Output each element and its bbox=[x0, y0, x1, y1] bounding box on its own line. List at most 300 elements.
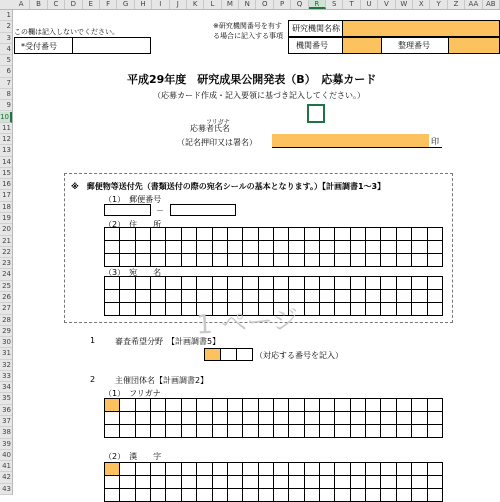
org-kanji-grid-cell[interactable] bbox=[166, 489, 181, 502]
org-kanji-grid-cell[interactable] bbox=[259, 476, 274, 489]
column-header-H[interactable]: H bbox=[135, 0, 152, 9]
org-kanji-grid-cell[interactable] bbox=[213, 489, 228, 502]
address-grid-cell[interactable] bbox=[182, 254, 197, 267]
org-furigana-grid-cell[interactable] bbox=[120, 425, 135, 438]
column-header-K[interactable]: K bbox=[187, 0, 204, 9]
org-furigana-grid-cell[interactable] bbox=[397, 399, 412, 412]
row-header-34[interactable]: 34 bbox=[0, 382, 12, 393]
org-furigana-grid-cell[interactable] bbox=[381, 399, 396, 412]
address-grid-cell[interactable] bbox=[166, 254, 181, 267]
column-header-G[interactable]: G bbox=[117, 0, 134, 9]
address-grid-cell[interactable] bbox=[274, 241, 289, 254]
org-furigana-grid-cell[interactable] bbox=[213, 425, 228, 438]
address-grid-cell[interactable] bbox=[151, 254, 166, 267]
org-furigana-grid-cell[interactable] bbox=[335, 425, 350, 438]
address-grid-cell[interactable] bbox=[381, 241, 396, 254]
recipient-grid-cell[interactable] bbox=[412, 277, 427, 290]
org-kanji-grid-cell[interactable] bbox=[151, 463, 166, 476]
column-header-B[interactable]: B bbox=[30, 0, 47, 9]
active-cell[interactable] bbox=[307, 104, 325, 123]
org-furigana-grid-cell[interactable] bbox=[213, 399, 228, 412]
row-header-5[interactable]: 5 bbox=[0, 55, 12, 66]
postal-code-second[interactable] bbox=[170, 204, 236, 216]
org-kanji-grid-cell[interactable] bbox=[274, 489, 289, 502]
row-header-42[interactable]: 42 bbox=[0, 472, 12, 483]
field-code-grid[interactable] bbox=[204, 348, 253, 361]
address-grid-cell[interactable] bbox=[151, 241, 166, 254]
recipient-grid-cell[interactable] bbox=[335, 277, 350, 290]
address-grid-cell[interactable] bbox=[320, 228, 335, 241]
org-furigana-grid-cell[interactable] bbox=[182, 399, 197, 412]
row-header-15[interactable]: 15 bbox=[0, 168, 12, 179]
recipient-grid-cell[interactable] bbox=[213, 290, 228, 303]
org-furigana-grid-cell[interactable] bbox=[166, 425, 181, 438]
org-furigana-grid-cell[interactable] bbox=[259, 412, 274, 425]
org-kanji-grid-cell[interactable] bbox=[320, 489, 335, 502]
column-header-V[interactable]: V bbox=[378, 0, 395, 9]
address-grid-cell[interactable] bbox=[305, 241, 320, 254]
column-header-O[interactable]: O bbox=[257, 0, 274, 9]
column-header-S[interactable]: S bbox=[326, 0, 343, 9]
org-kanji-grid-cell[interactable] bbox=[228, 476, 243, 489]
org-kanji-grid-cell[interactable] bbox=[351, 463, 366, 476]
address-grid-cell[interactable] bbox=[120, 254, 135, 267]
org-furigana-grid[interactable] bbox=[104, 398, 443, 438]
recipient-grid-cell[interactable] bbox=[120, 290, 135, 303]
row-header-31[interactable]: 31 bbox=[0, 348, 12, 359]
column-header-N[interactable]: N bbox=[239, 0, 256, 9]
address-grid-cell[interactable] bbox=[335, 228, 350, 241]
recipient-grid-cell[interactable] bbox=[351, 290, 366, 303]
address-grid-cell[interactable] bbox=[151, 228, 166, 241]
row-header-9[interactable]: 9 bbox=[0, 100, 12, 111]
address-grid-cell[interactable] bbox=[412, 228, 427, 241]
recipient-grid-cell[interactable] bbox=[397, 303, 412, 316]
row-header-16[interactable]: 16 bbox=[0, 179, 12, 190]
org-furigana-grid-cell[interactable] bbox=[381, 425, 396, 438]
column-header-P[interactable]: P bbox=[274, 0, 291, 9]
recipient-grid-cell[interactable] bbox=[182, 277, 197, 290]
row-header-24[interactable]: 24 bbox=[0, 269, 12, 280]
org-kanji-grid-cell[interactable] bbox=[305, 476, 320, 489]
org-furigana-grid-cell[interactable] bbox=[351, 399, 366, 412]
row-header-33[interactable]: 33 bbox=[0, 371, 12, 382]
address-grid-cell[interactable] bbox=[243, 254, 258, 267]
org-furigana-grid-cell[interactable] bbox=[120, 412, 135, 425]
org-furigana-grid-cell[interactable] bbox=[428, 425, 443, 438]
recipient-grid-cell[interactable] bbox=[274, 277, 289, 290]
org-kanji-grid-cell[interactable] bbox=[197, 463, 212, 476]
org-kanji-grid-cell[interactable] bbox=[213, 476, 228, 489]
org-furigana-grid-cell[interactable] bbox=[412, 425, 427, 438]
recipient-grid-cell[interactable] bbox=[228, 277, 243, 290]
column-header-Y[interactable]: Y bbox=[430, 0, 447, 9]
org-kanji-grid-cell[interactable] bbox=[428, 463, 443, 476]
org-kanji-grid-cell[interactable] bbox=[366, 463, 381, 476]
org-kanji-grid-cell[interactable] bbox=[166, 476, 181, 489]
org-kanji-grid-cell[interactable] bbox=[289, 463, 304, 476]
address-grid-cell[interactable] bbox=[274, 228, 289, 241]
address-grid-cell[interactable] bbox=[397, 254, 412, 267]
org-kanji-grid-cell[interactable] bbox=[289, 489, 304, 502]
org-furigana-grid-cell[interactable] bbox=[381, 412, 396, 425]
recipient-grid-cell[interactable] bbox=[120, 303, 135, 316]
address-grid-cell[interactable] bbox=[166, 241, 181, 254]
org-furigana-grid-cell[interactable] bbox=[243, 399, 258, 412]
row-header-23[interactable]: 23 bbox=[0, 258, 12, 269]
row-header-22[interactable]: 22 bbox=[0, 247, 12, 258]
recipient-grid-cell[interactable] bbox=[305, 290, 320, 303]
row-header-30[interactable]: 30 bbox=[0, 337, 12, 348]
field-code-cell-2[interactable] bbox=[221, 349, 237, 361]
recipient-grid-cell[interactable] bbox=[335, 303, 350, 316]
org-furigana-grid-cell[interactable] bbox=[151, 425, 166, 438]
org-furigana-grid-cell[interactable] bbox=[335, 412, 350, 425]
address-grid-cell[interactable] bbox=[381, 228, 396, 241]
recipient-grid-cell[interactable] bbox=[151, 303, 166, 316]
address-grid-cell[interactable] bbox=[366, 254, 381, 267]
address-grid-cell[interactable] bbox=[366, 228, 381, 241]
org-furigana-grid-cell[interactable] bbox=[351, 425, 366, 438]
address-grid-cell[interactable] bbox=[136, 241, 151, 254]
org-furigana-grid-cell[interactable] bbox=[305, 399, 320, 412]
address-grid-cell[interactable] bbox=[259, 228, 274, 241]
recipient-grid-cell[interactable] bbox=[151, 277, 166, 290]
address-grid-cell[interactable] bbox=[197, 241, 212, 254]
org-furigana-grid-cell[interactable] bbox=[428, 399, 443, 412]
recipient-grid-cell[interactable] bbox=[213, 277, 228, 290]
row-header-7[interactable]: 7 bbox=[0, 78, 12, 89]
org-kanji-grid-cell[interactable] bbox=[120, 489, 135, 502]
address-grid-cell[interactable] bbox=[105, 254, 120, 267]
address-grid-cell[interactable] bbox=[243, 241, 258, 254]
address-grid-cell[interactable] bbox=[213, 254, 228, 267]
org-kanji-grid[interactable] bbox=[104, 462, 443, 502]
org-kanji-grid-cell[interactable] bbox=[428, 476, 443, 489]
row-header-32[interactable]: 32 bbox=[0, 360, 12, 371]
row-header-43[interactable]: 43 bbox=[0, 484, 12, 495]
row-header-18[interactable]: 18 bbox=[0, 202, 12, 213]
org-furigana-grid-cell[interactable] bbox=[289, 399, 304, 412]
org-furigana-grid-cell[interactable] bbox=[136, 412, 151, 425]
column-header-E[interactable]: E bbox=[83, 0, 100, 9]
org-kanji-grid-cell[interactable] bbox=[397, 476, 412, 489]
recipient-grid-cell[interactable] bbox=[136, 290, 151, 303]
address-grid-cell[interactable] bbox=[166, 228, 181, 241]
row-header-8[interactable]: 8 bbox=[0, 89, 12, 100]
column-header-D[interactable]: D bbox=[65, 0, 82, 9]
address-grid-cell[interactable] bbox=[397, 228, 412, 241]
org-kanji-grid-cell[interactable] bbox=[182, 476, 197, 489]
org-furigana-grid-cell[interactable] bbox=[120, 399, 135, 412]
address-grid-cell[interactable] bbox=[351, 254, 366, 267]
org-kanji-grid-cell[interactable] bbox=[213, 463, 228, 476]
org-furigana-grid-cell[interactable] bbox=[305, 425, 320, 438]
org-kanji-grid-cell[interactable] bbox=[335, 489, 350, 502]
column-header-W[interactable]: W bbox=[396, 0, 413, 9]
recipient-grid-cell[interactable] bbox=[182, 290, 197, 303]
recipient-grid-cell[interactable] bbox=[428, 290, 443, 303]
address-grid-cell[interactable] bbox=[105, 241, 120, 254]
org-kanji-grid-cell[interactable] bbox=[105, 463, 120, 476]
org-furigana-grid-cell[interactable] bbox=[243, 425, 258, 438]
org-furigana-grid-cell[interactable] bbox=[197, 425, 212, 438]
org-furigana-grid-cell[interactable] bbox=[305, 412, 320, 425]
recipient-grid-cell[interactable] bbox=[105, 303, 120, 316]
row-header-29[interactable]: 29 bbox=[0, 326, 12, 337]
org-furigana-grid-cell[interactable] bbox=[166, 399, 181, 412]
org-furigana-grid-cell[interactable] bbox=[105, 399, 120, 412]
address-grid-cell[interactable] bbox=[428, 228, 443, 241]
address-grid[interactable] bbox=[104, 227, 443, 267]
row-header-17[interactable]: 17 bbox=[0, 190, 12, 201]
recipient-grid-cell[interactable] bbox=[366, 303, 381, 316]
org-kanji-grid-cell[interactable] bbox=[259, 463, 274, 476]
recipient-grid-cell[interactable] bbox=[105, 277, 120, 290]
recipient-grid-cell[interactable] bbox=[412, 290, 427, 303]
org-furigana-grid-cell[interactable] bbox=[228, 425, 243, 438]
org-furigana-grid-cell[interactable] bbox=[136, 399, 151, 412]
field-code-cell-1[interactable] bbox=[205, 349, 221, 361]
org-kanji-grid-cell[interactable] bbox=[259, 489, 274, 502]
recipient-grid-cell[interactable] bbox=[397, 277, 412, 290]
org-kanji-grid-cell[interactable] bbox=[105, 489, 120, 502]
column-header-AA[interactable]: AA bbox=[465, 0, 482, 9]
org-furigana-grid-cell[interactable] bbox=[182, 412, 197, 425]
field-code-cell-3[interactable] bbox=[237, 349, 253, 361]
org-furigana-grid-cell[interactable] bbox=[197, 412, 212, 425]
org-kanji-grid-cell[interactable] bbox=[120, 476, 135, 489]
org-furigana-grid-cell[interactable] bbox=[166, 412, 181, 425]
org-kanji-grid-cell[interactable] bbox=[136, 463, 151, 476]
org-kanji-grid-cell[interactable] bbox=[366, 476, 381, 489]
org-furigana-grid-cell[interactable] bbox=[412, 412, 427, 425]
org-kanji-grid-cell[interactable] bbox=[366, 489, 381, 502]
org-furigana-grid-cell[interactable] bbox=[320, 399, 335, 412]
address-grid-cell[interactable] bbox=[213, 241, 228, 254]
org-kanji-grid-cell[interactable] bbox=[397, 489, 412, 502]
row-header-1[interactable]: 1 bbox=[0, 10, 12, 21]
org-kanji-grid-cell[interactable] bbox=[228, 489, 243, 502]
org-furigana-grid-cell[interactable] bbox=[320, 412, 335, 425]
org-kanji-grid-cell[interactable] bbox=[136, 489, 151, 502]
recipient-grid-cell[interactable] bbox=[136, 303, 151, 316]
column-header-C[interactable]: C bbox=[48, 0, 65, 9]
row-header-26[interactable]: 26 bbox=[0, 292, 12, 303]
recipient-grid-cell[interactable] bbox=[397, 290, 412, 303]
recipient-grid-cell[interactable] bbox=[412, 303, 427, 316]
recipient-grid-cell[interactable] bbox=[428, 277, 443, 290]
org-kanji-grid-cell[interactable] bbox=[136, 476, 151, 489]
recipient-grid-cell[interactable] bbox=[259, 277, 274, 290]
org-kanji-grid-cell[interactable] bbox=[197, 476, 212, 489]
recipient-grid-cell[interactable] bbox=[366, 277, 381, 290]
address-grid-cell[interactable] bbox=[428, 241, 443, 254]
org-kanji-grid-cell[interactable] bbox=[182, 463, 197, 476]
org-furigana-grid-cell[interactable] bbox=[243, 412, 258, 425]
address-grid-cell[interactable] bbox=[213, 228, 228, 241]
org-furigana-grid-cell[interactable] bbox=[105, 412, 120, 425]
column-header-Q[interactable]: Q bbox=[291, 0, 308, 9]
column-header-M[interactable]: M bbox=[222, 0, 239, 9]
org-kanji-grid-cell[interactable] bbox=[335, 463, 350, 476]
recipient-grid-cell[interactable] bbox=[120, 277, 135, 290]
institution-number-input[interactable] bbox=[342, 37, 382, 54]
address-grid-cell[interactable] bbox=[182, 228, 197, 241]
org-furigana-grid-cell[interactable] bbox=[274, 399, 289, 412]
row-header-2[interactable]: 2 bbox=[0, 21, 12, 32]
org-furigana-grid-cell[interactable] bbox=[289, 412, 304, 425]
org-furigana-grid-cell[interactable] bbox=[105, 425, 120, 438]
address-grid-cell[interactable] bbox=[243, 228, 258, 241]
org-kanji-grid-cell[interactable] bbox=[381, 463, 396, 476]
column-header-AB[interactable]: AB bbox=[483, 0, 500, 9]
recipient-grid-cell[interactable] bbox=[381, 303, 396, 316]
address-grid-cell[interactable] bbox=[105, 228, 120, 241]
address-grid-cell[interactable] bbox=[351, 241, 366, 254]
column-header-F[interactable]: F bbox=[100, 0, 117, 9]
org-furigana-grid-cell[interactable] bbox=[335, 399, 350, 412]
column-header-Z[interactable]: Z bbox=[448, 0, 465, 9]
recipient-grid-cell[interactable] bbox=[366, 290, 381, 303]
recipient-grid-cell[interactable] bbox=[197, 290, 212, 303]
org-furigana-grid-cell[interactable] bbox=[259, 399, 274, 412]
recipient-grid-cell[interactable] bbox=[335, 290, 350, 303]
row-header-13[interactable]: 13 bbox=[0, 145, 12, 156]
recipient-grid-cell[interactable] bbox=[305, 303, 320, 316]
org-furigana-grid-cell[interactable] bbox=[366, 399, 381, 412]
org-furigana-grid-cell[interactable] bbox=[320, 425, 335, 438]
org-kanji-grid-cell[interactable] bbox=[151, 476, 166, 489]
recipient-grid-cell[interactable] bbox=[228, 290, 243, 303]
row-header-19[interactable]: 19 bbox=[0, 213, 12, 224]
org-kanji-grid-cell[interactable] bbox=[243, 489, 258, 502]
recipient-grid-cell[interactable] bbox=[351, 303, 366, 316]
org-kanji-grid-cell[interactable] bbox=[412, 489, 427, 502]
row-header-21[interactable]: 21 bbox=[0, 236, 12, 247]
address-grid-cell[interactable] bbox=[289, 241, 304, 254]
row-header-28[interactable]: 28 bbox=[0, 315, 12, 326]
org-furigana-grid-cell[interactable] bbox=[228, 412, 243, 425]
recipient-grid-cell[interactable] bbox=[305, 277, 320, 290]
recipient-grid-cell[interactable] bbox=[166, 303, 181, 316]
recipient-grid-cell[interactable] bbox=[381, 290, 396, 303]
org-furigana-grid-cell[interactable] bbox=[351, 412, 366, 425]
row-header-10[interactable]: 10 bbox=[0, 112, 12, 123]
address-grid-cell[interactable] bbox=[381, 254, 396, 267]
address-grid-cell[interactable] bbox=[320, 254, 335, 267]
recipient-grid-cell[interactable] bbox=[289, 277, 304, 290]
org-kanji-grid-cell[interactable] bbox=[105, 476, 120, 489]
row-header-11[interactable]: 11 bbox=[0, 123, 12, 134]
column-header-J[interactable]: J bbox=[170, 0, 187, 9]
recipient-grid-cell[interactable] bbox=[320, 303, 335, 316]
org-kanji-grid-cell[interactable] bbox=[335, 476, 350, 489]
org-kanji-grid-cell[interactable] bbox=[305, 489, 320, 502]
address-grid-cell[interactable] bbox=[289, 254, 304, 267]
recipient-grid-cell[interactable] bbox=[351, 277, 366, 290]
address-grid-cell[interactable] bbox=[412, 254, 427, 267]
row-header-37[interactable]: 37 bbox=[0, 416, 12, 427]
column-header-R[interactable]: R bbox=[309, 0, 326, 9]
row-header-36[interactable]: 36 bbox=[0, 405, 12, 416]
address-grid-cell[interactable] bbox=[228, 241, 243, 254]
org-kanji-grid-cell[interactable] bbox=[412, 476, 427, 489]
address-grid-cell[interactable] bbox=[335, 241, 350, 254]
org-kanji-grid-cell[interactable] bbox=[381, 489, 396, 502]
org-kanji-grid-cell[interactable] bbox=[197, 489, 212, 502]
row-header-39[interactable]: 39 bbox=[0, 439, 12, 450]
address-grid-cell[interactable] bbox=[412, 241, 427, 254]
address-grid-cell[interactable] bbox=[136, 228, 151, 241]
address-grid-cell[interactable] bbox=[182, 241, 197, 254]
org-kanji-grid-cell[interactable] bbox=[182, 489, 197, 502]
recipient-grid-cell[interactable] bbox=[166, 290, 181, 303]
row-header-27[interactable]: 27 bbox=[0, 303, 12, 314]
address-grid-cell[interactable] bbox=[197, 228, 212, 241]
org-kanji-grid-cell[interactable] bbox=[320, 476, 335, 489]
org-furigana-grid-cell[interactable] bbox=[197, 399, 212, 412]
org-furigana-grid-cell[interactable] bbox=[366, 412, 381, 425]
org-furigana-grid-cell[interactable] bbox=[228, 399, 243, 412]
org-kanji-grid-cell[interactable] bbox=[166, 463, 181, 476]
org-furigana-grid-cell[interactable] bbox=[412, 399, 427, 412]
recipient-grid-cell[interactable] bbox=[320, 290, 335, 303]
org-furigana-grid-cell[interactable] bbox=[274, 425, 289, 438]
address-grid-cell[interactable] bbox=[228, 254, 243, 267]
org-kanji-grid-cell[interactable] bbox=[351, 489, 366, 502]
org-furigana-grid-cell[interactable] bbox=[259, 425, 274, 438]
org-kanji-grid-cell[interactable] bbox=[120, 463, 135, 476]
recipient-grid-cell[interactable] bbox=[197, 277, 212, 290]
org-furigana-grid-cell[interactable] bbox=[213, 412, 228, 425]
row-header-3[interactable]: 3 bbox=[0, 33, 12, 44]
address-grid-cell[interactable] bbox=[120, 228, 135, 241]
recipient-grid-cell[interactable] bbox=[428, 303, 443, 316]
reference-number-input[interactable] bbox=[448, 37, 500, 54]
org-kanji-grid-cell[interactable] bbox=[397, 463, 412, 476]
org-kanji-grid-cell[interactable] bbox=[151, 489, 166, 502]
column-header-I[interactable]: I bbox=[152, 0, 169, 9]
org-kanji-grid-cell[interactable] bbox=[428, 489, 443, 502]
row-header-40[interactable]: 40 bbox=[0, 450, 12, 461]
org-kanji-grid-cell[interactable] bbox=[243, 476, 258, 489]
recipient-grid-cell[interactable] bbox=[320, 277, 335, 290]
row-header-38[interactable]: 38 bbox=[0, 427, 12, 438]
org-kanji-grid-cell[interactable] bbox=[320, 463, 335, 476]
row-header-41[interactable]: 41 bbox=[0, 461, 12, 472]
address-grid-cell[interactable] bbox=[120, 241, 135, 254]
column-header-A[interactable]: A bbox=[13, 0, 30, 9]
org-kanji-grid-cell[interactable] bbox=[381, 476, 396, 489]
column-header-L[interactable]: L bbox=[204, 0, 221, 9]
postal-code-first[interactable] bbox=[104, 204, 151, 216]
org-furigana-grid-cell[interactable] bbox=[136, 425, 151, 438]
address-grid-cell[interactable] bbox=[259, 254, 274, 267]
recipient-grid-cell[interactable] bbox=[243, 277, 258, 290]
org-furigana-grid-cell[interactable] bbox=[428, 412, 443, 425]
org-furigana-grid-cell[interactable] bbox=[274, 412, 289, 425]
org-kanji-grid-cell[interactable] bbox=[305, 463, 320, 476]
address-grid-cell[interactable] bbox=[274, 254, 289, 267]
row-header-14[interactable]: 14 bbox=[0, 157, 12, 168]
address-grid-cell[interactable] bbox=[136, 254, 151, 267]
address-grid-cell[interactable] bbox=[228, 228, 243, 241]
recipient-grid-cell[interactable] bbox=[166, 277, 181, 290]
address-grid-cell[interactable] bbox=[289, 228, 304, 241]
org-furigana-grid-cell[interactable] bbox=[151, 399, 166, 412]
org-kanji-grid-cell[interactable] bbox=[289, 476, 304, 489]
